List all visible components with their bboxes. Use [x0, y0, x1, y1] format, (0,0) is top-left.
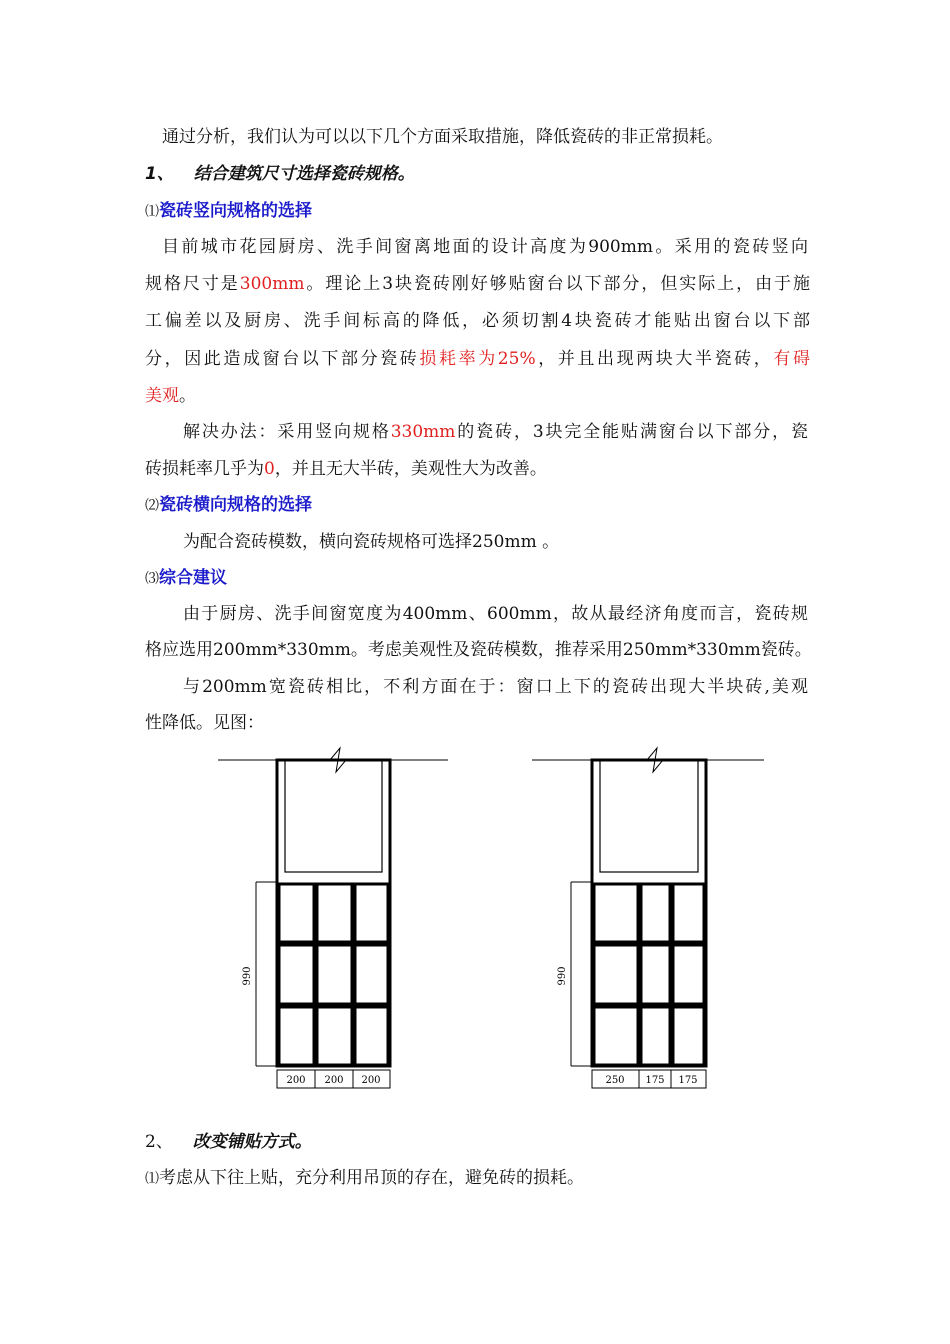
sub1-p1-line3: 工偏差以及厨房、洗手间标高的降低，必须切割4块瓷砖才能贴出窗台以下部 — [145, 311, 810, 331]
sub1-p1-line2-red: 300mm — [239, 274, 305, 294]
tile-layout-figure — [0, 740, 950, 1100]
sub1-p2-line1-a: 解决办法：采用竖向规格 — [183, 422, 391, 442]
section2-p1-number: ⑴ — [145, 1171, 159, 1187]
right-width-label-2: 175 — [645, 1075, 665, 1086]
section2-number: 2、 — [145, 1132, 173, 1152]
section1-title: 结合建筑尺寸选择瓷砖规格。 — [193, 164, 415, 184]
section1-number: 1、 — [145, 164, 174, 184]
sub1-p1-line4-b: ，并且出现两块大半瓷砖， — [535, 349, 774, 369]
sub2-heading — [145, 494, 810, 517]
sub1-p2-line1 — [183, 421, 808, 443]
left-width-label-1: 200 — [286, 1075, 306, 1086]
sub1-number: ⑴ — [145, 204, 159, 220]
sub1-p1-line4-red1: 损耗率为25% — [419, 349, 536, 369]
sub2-title: 瓷砖横向规格的选择 — [159, 495, 312, 515]
sub1-p1-line2-b: 。理论上3块瓷砖刚好够贴窗台以下部分，但实际上，由于施 — [304, 274, 810, 294]
sub3-p2-line1: 与200mm宽瓷砖相比，不利方面在于：窗口上下的瓷砖出现大半块砖,美观 — [183, 677, 808, 697]
sub1-p1-line5-b: 。 — [179, 386, 196, 406]
sub3-title: 综合建议 — [159, 568, 227, 588]
sub3-heading — [145, 567, 810, 590]
sub1-p1-line4-a: 分，因此造成窗台以下部分瓷砖 — [145, 349, 420, 369]
sub1-p2-line2 — [145, 458, 810, 480]
left-height-label: 990 — [242, 966, 253, 986]
left-width-label-2: 200 — [324, 1075, 344, 1086]
section2-p1 — [145, 1167, 810, 1190]
sub1-p1-line1: 目前城市花园厨房、洗手间窗离地面的设计高度为900mm。采用的瓷砖竖向 — [162, 237, 808, 257]
sub1-title: 瓷砖竖向规格的选择 — [159, 201, 312, 221]
right-width-label-1: 250 — [605, 1075, 625, 1086]
section2-p1-text: 考虑从下往上贴，充分利用吊顶的存在，避免砖的损耗。 — [159, 1168, 584, 1188]
sub1-p2-line1-b: 的瓷砖，3块完全能贴满窗台以下部分，瓷 — [455, 422, 809, 442]
sub1-p2-line2-b: ，并且无大半砖，美观性大为改善。 — [274, 459, 547, 479]
intro-paragraph: 通过分析，我们认为可以以下几个方面采取措施，降低瓷砖的非正常损耗。 — [162, 127, 723, 147]
section1-heading — [145, 163, 810, 185]
right-height-label: 990 — [557, 966, 568, 986]
left-tile-diagram — [218, 748, 448, 1088]
left-width-label-3: 200 — [361, 1075, 381, 1086]
sub3-p1-line1: 由于厨房、洗手间窗宽度为400mm、600mm，故从最经济角度而言，瓷砖规 — [183, 604, 808, 624]
sub3-p2-line2: 性降低。见图： — [145, 713, 264, 733]
sub1-p2-line2-red: 0 — [264, 459, 275, 479]
sub1-p1-line5-red: 美观 — [145, 386, 179, 406]
sub1-p1-line2-a: 规格尺寸是 — [145, 274, 240, 294]
section2-heading — [145, 1131, 810, 1153]
sub3-number: ⑶ — [145, 571, 159, 587]
sub1-p1-line4-red2: 有碍 — [773, 349, 811, 369]
right-width-label-3: 175 — [678, 1075, 698, 1086]
sub1-p1-line4 — [145, 348, 810, 370]
sub2-p1: 为配合瓷砖模数，横向瓷砖规格可选择250mm 。 — [183, 532, 560, 552]
sub1-p1-line2 — [145, 273, 810, 295]
sub2-number: ⑵ — [145, 498, 159, 514]
sub1-heading — [145, 200, 810, 223]
sub1-p1-line5 — [145, 385, 810, 407]
section2-title: 改变铺贴方式。 — [192, 1132, 312, 1152]
sub3-p1-line2: 格应选用200mm*330mm。考虑美观性及瓷砖模数，推荐采用250mm*330mm瓷砖。 — [145, 640, 812, 660]
sub1-p2-line1-red: 330mm — [390, 422, 456, 442]
right-tile-diagram — [532, 748, 764, 1088]
sub1-p2-line2-a: 砖损耗率几乎为 — [145, 459, 264, 479]
